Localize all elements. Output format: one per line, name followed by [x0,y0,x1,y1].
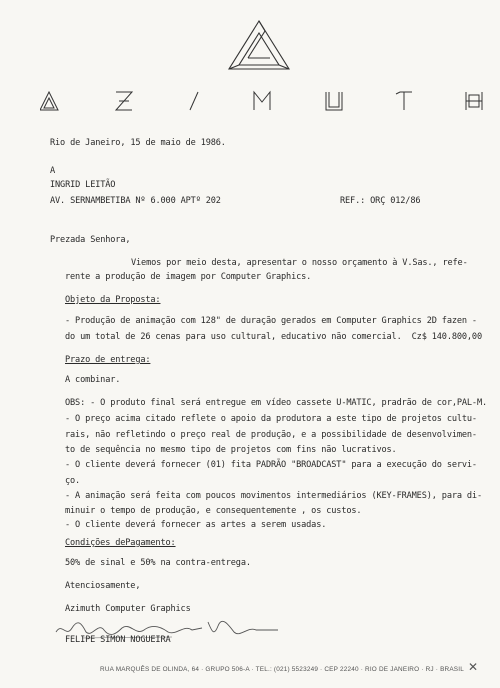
obs-line: OBS: - O produto final será entregue em vídeo cassete U-MATIC, pradrão de cor,PAL-M. [65,398,488,408]
heading-prazo: Prazo de entrega: [65,355,151,365]
obs-line: to de sequência no mesmo tipo de projetos com fins não lucrativos. [65,445,397,455]
date-line: Rio de Janeiro, 15 de maio de 1986. [50,138,226,148]
heading-objeto: Objeto da Proposta: [65,295,161,305]
reference-number: REF.: ORÇ 012/86 [340,196,421,206]
heading-pagamento: Condições dePagamento: [65,538,176,548]
signatory-name: FELIPE SIMON NOGUEIRA [65,635,171,645]
prazo-text: A combinar. [65,375,121,385]
brand-letter-z [116,92,132,110]
brand-letter-i [190,92,198,110]
brand-letter-h [466,92,482,110]
recipient-address: AV. SERNAMBETIBA Nº 6.000 APTº 202 [50,196,221,206]
obs-line: - A animação será feita com poucos movimentos intermediários (KEY-FRAMES), para di- [65,491,482,501]
company-name: Azimuth Computer Graphics [65,604,191,614]
objeto-line: do um total de 26 cenas para uso cultural, educativo não comercial. Cz$ 140.800,00 [65,332,482,342]
obs-line: - O cliente deverá fornecer as artes a serem usadas. [65,520,327,530]
azimuth-logo [228,20,290,70]
intro-line: Viemos por meio desta, apresentar o nosso orçamento à V.Sas., refe- [131,258,468,268]
obs-line: ço. [65,476,81,486]
obs-line: minuir o tempo de produção, e consequentemente , os custos. [65,506,362,516]
objeto-line: - Produção de animação com 128" de duração gerados em Computer Graphics 2D fazen - [65,316,477,326]
intro-line: rente a produção de imagem por Computer Graphics. [65,272,312,282]
brand-letter-u [326,92,342,110]
brand-letter-t [396,92,412,110]
brand-wordmark [40,90,500,112]
salutation: Prezada Senhora, [50,235,131,245]
obs-line: rais, não refletindo o preço real de produção, e a possibilidade de desenvolvimen- [65,430,477,440]
recipient-name: INGRID LEITÃO [50,180,116,190]
obs-line: - O cliente deverá fornecer (01) fita PADRÃO "BROADCAST" para a execução do servi- [65,460,477,470]
brand-letter-m [254,92,270,110]
brand-letter-a [40,92,58,110]
recipient-prefix: A [50,166,56,176]
obs-line: - O preço acima citado reflete o apoio da produtora a este tipo de projetos cultu- [65,414,477,424]
pagamento-text: 50% de sinal e 50% na contra-entrega. [65,558,251,568]
closing: Atenciosamente, [65,581,141,591]
corner-mark-icon: ✕ [468,660,479,674]
letterhead-footer: RUA MARQUÊS DE OLINDA, 64 · GRUPO 506-A · TEL.: (021) 5523249 · CEP 22240 · RIO DE JANEIRO · RJ · BRASIL [100,666,464,673]
